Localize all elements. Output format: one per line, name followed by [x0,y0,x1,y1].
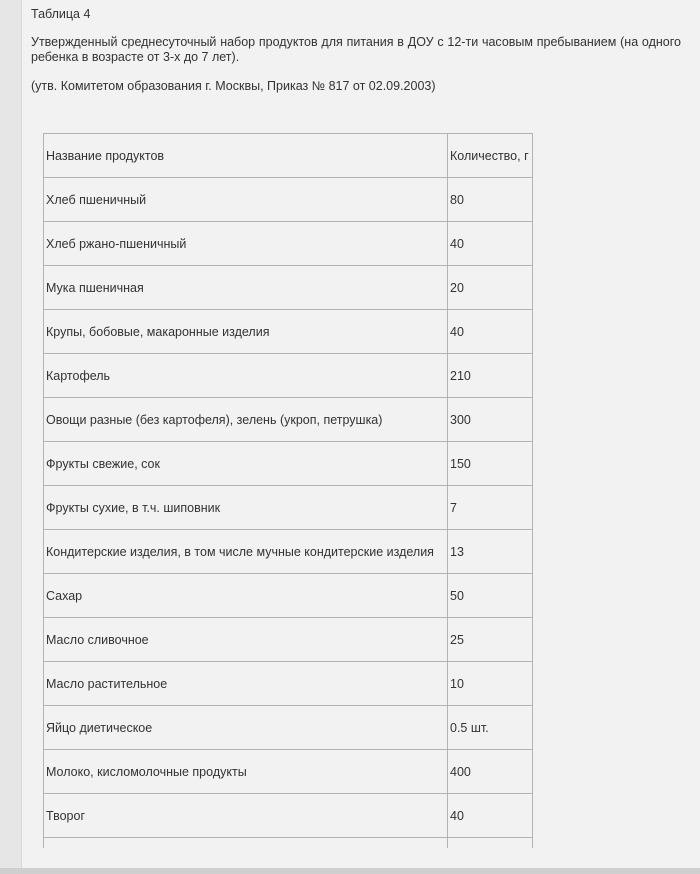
left-gutter [0,0,21,874]
quantity-cell: 7 [448,486,533,530]
table-row-cut-off [44,838,533,848]
quantity-cell: 210 [448,354,533,398]
bottom-scroll-edge [0,868,700,874]
header-product-name: Название продуктов [44,134,448,178]
table-row [44,398,533,442]
table-row [44,618,533,662]
content-panel [21,0,700,868]
product-name-cell: Сахар [44,574,448,618]
quantity-cell: 80 [448,178,533,222]
product-name-cell: Кондитерские изделия, в том числе мучные кондитерские изделия [44,530,448,574]
table-row [44,662,533,706]
table-row [44,530,533,574]
quantity-cell: 20 [448,266,533,310]
table-row [44,354,533,398]
product-name-cell: Яйцо диетическое [44,706,448,750]
source-note: (утв. Комитетом образования г. Москвы, Приказ № 817 от 02.09.2003) [31,79,436,93]
table-caption: Таблица 4 [31,7,91,21]
quantity-cell: 40 [448,794,533,838]
product-name-cell: Хлеб пшеничный [44,178,448,222]
product-name-cell: Картофель [44,354,448,398]
table-row [44,310,533,354]
product-name-cell: Фрукты свежие, сок [44,442,448,486]
quantity-cell: 13 [448,530,533,574]
quantity-cell: 0.5 шт. [448,706,533,750]
product-name-cell [44,838,448,848]
table-row [44,750,533,794]
table-row [44,574,533,618]
product-name-cell: Творог [44,794,448,838]
product-name-cell: Фрукты сухие, в т.ч. шиповник [44,486,448,530]
product-name-cell: Мука пшеничная [44,266,448,310]
table-row [44,794,533,838]
table-row [44,222,533,266]
product-name-cell: Масло сливочное [44,618,448,662]
table-row [44,442,533,486]
product-name-cell: Молоко, кисломолочные продукты [44,750,448,794]
quantity-cell: 40 [448,222,533,266]
products-table-body [44,134,533,848]
quantity-cell: 150 [448,442,533,486]
table-row [44,486,533,530]
quantity-cell: 300 [448,398,533,442]
product-name-cell: Масло растительное [44,662,448,706]
product-name-cell: Овощи разные (без картофеля), зелень (укроп, петрушка) [44,398,448,442]
header-quantity: Количество, г [448,134,533,178]
product-name-cell: Хлеб ржано-пшеничный [44,222,448,266]
quantity-cell [448,838,533,848]
quantity-cell: 10 [448,662,533,706]
products-table [43,133,533,848]
product-name-cell: Крупы, бобовые, макаронные изделия [44,310,448,354]
intro-paragraph: Утвержденный среднесуточный набор продуктов для питания в ДОУ с 12-ти часовым пребыванием (на одного ребенка в возрасте от 3-х до 7 лет). [31,35,681,64]
quantity-cell: 25 [448,618,533,662]
table-header-row [44,134,533,178]
table-row [44,706,533,750]
quantity-cell: 50 [448,574,533,618]
table-row [44,266,533,310]
quantity-cell: 400 [448,750,533,794]
table-row [44,178,533,222]
quantity-cell: 40 [448,310,533,354]
